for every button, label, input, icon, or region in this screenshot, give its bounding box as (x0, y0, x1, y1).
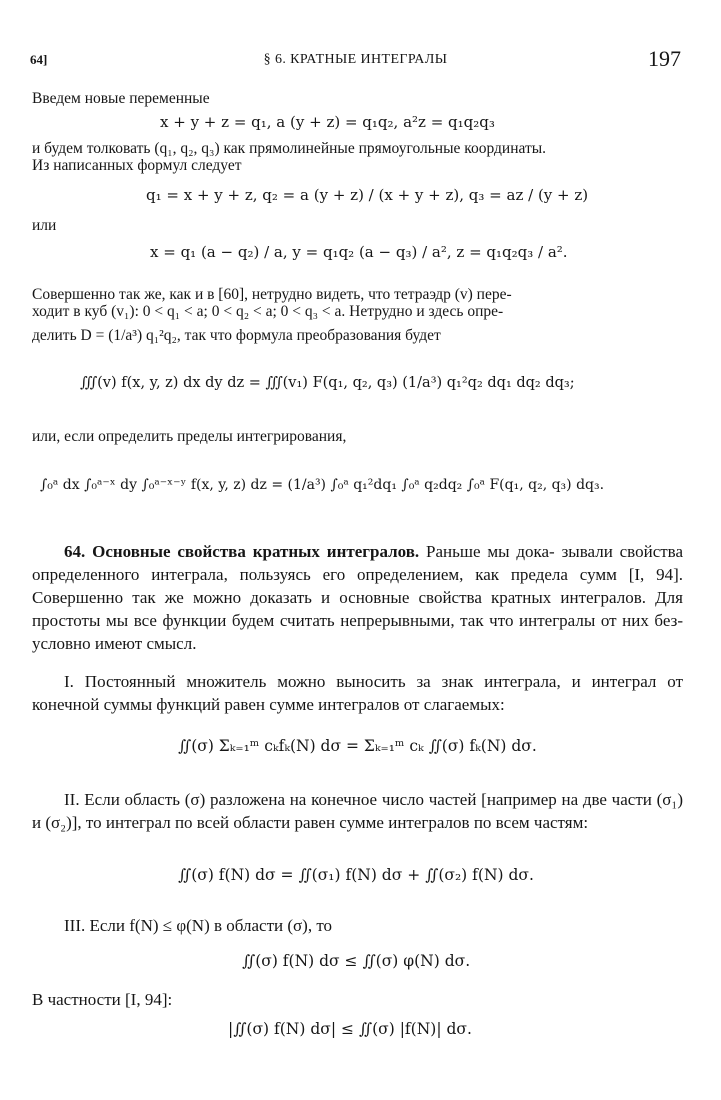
section-64-paragraph (32, 540, 683, 655)
property-2-text: II. Если область (σ) разложена на конечное число частей [например на две части (σ₁) и (σ₂)], то интеграл по всей области равен сумме интегралов по всем частям: (32, 790, 683, 832)
running-title: § 6. КРАТНЫЕ ИНТЕГРАЛЫ (263, 52, 448, 67)
formula-property-2: ∬(σ) f(N) dσ = ∬(σ₁) f(N) dσ + ∬(σ₂) f(N) dσ. (178, 866, 534, 884)
text-line: В частности [I, 94]: (32, 990, 173, 1009)
section-heading: 64. Основные свойства кратных интегралов. (64, 542, 420, 561)
text-line: Совершенно так же, как и в [60], нетрудно видеть, что тетраэдр (v) пере- (32, 286, 512, 303)
text-line: и будем толковать (q₁, q₂, q₃) как прямолинейные прямоугольные координаты. (32, 140, 547, 157)
paragraph-text: зывали свойства определенного интеграла, пользуясь его определением, как предела сумм [I, 94]. Совершенно так же можно доказать и основные свойства кратных интегралов. Для простоты мы все функции будем считать непрерывными, так что интегралы от них безусловно имеют смысл. (32, 542, 684, 653)
text-line: ходит в куб (v₁): 0 < q₁ < a; 0 < q₂ < a; 0 < q₃ < a. Нетрудно и здесь опре- (32, 303, 504, 320)
formula-absolute-value: |∬(σ) f(N) dσ| ≤ ∬(σ) |f(N)| dσ. (228, 1020, 472, 1038)
text-line: делить D = (1/a³) q₁²q₂, так что формула преобразования будет (32, 327, 441, 344)
formula-xyz-expressions: x = q₁ (a − q₂) / a, y = q₁q₂ (a − q₃) / a², z = q₁q₂q₃ / a². (150, 243, 568, 261)
text-line: или (32, 217, 57, 234)
formula-property-3: ∬(σ) f(N) dσ ≤ ∬(σ) φ(N) dσ. (242, 952, 471, 970)
paragraph-text: Раньше мы дока- (426, 542, 555, 561)
section-marker: 64] (30, 52, 48, 67)
formula-property-1: ∬(σ) Σₖ₌₁ᵐ cₖfₖ(N) dσ = Σₖ₌₁ᵐ cₖ ∬(σ) fₖ(N) dσ. (178, 737, 537, 755)
page-number: 197 (648, 46, 681, 71)
formula-q-expressions: q₁ = x + y + z, q₂ = a (y + z) / (x + y + z), q₃ = az / (y + z) (146, 186, 589, 204)
text-line: Из написанных формул следует (32, 157, 242, 174)
text-line: Введем новые переменные (32, 90, 210, 107)
running-header (30, 46, 681, 72)
text-line: или, если определить пределы интегрирования, (32, 428, 347, 445)
formula-new-variables: x + y + z = q₁, a (y + z) = q₁q₂, a²z = q₁q₂q₃ (160, 113, 495, 131)
formula-iterated-limits: ∫₀ᵃ dx ∫₀ᵃ⁻ˣ dy ∫₀ᵃ⁻ˣ⁻ʸ f(x, y, z) dz = (1/a³) ∫₀ᵃ q₁²dq₁ ∫₀ᵃ q₂dq₂ ∫₀ᵃ F(q₁, q₂, q₃) dq₃. (40, 477, 605, 493)
formula-transformation: ∭(v) f(x, y, z) dx dy dz = ∭(v₁) F(q₁, q₂, q₃) (1/a³) q₁²q₂ dq₁ dq₂ dq₃; (80, 375, 575, 391)
property-3-text: III. Если f(N) ≤ φ(N) в области (σ), то (64, 916, 333, 935)
property-1-text: I. Постоянный множитель можно выносить за знак интеграла, и интеграл от конечной суммы функций равен сумме интегралов от слагаемых: (32, 672, 683, 714)
